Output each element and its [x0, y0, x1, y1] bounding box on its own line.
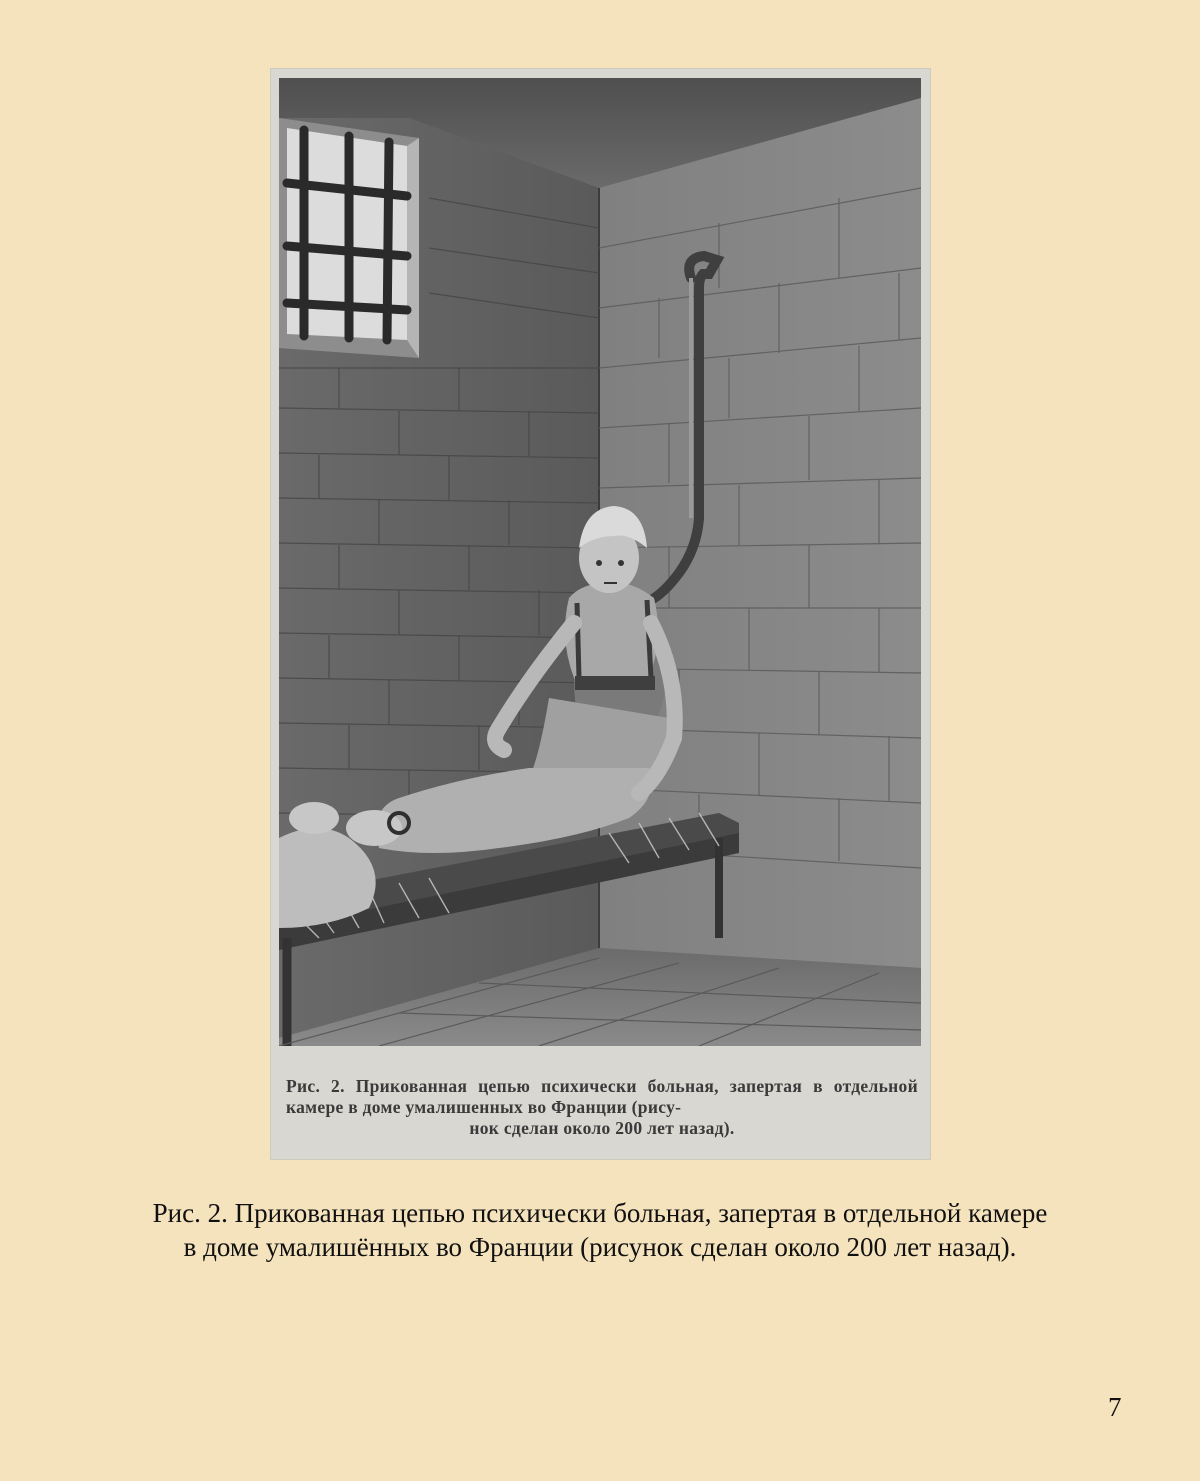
scan-caption — [286, 1076, 918, 1139]
scan-caption-line-1: Рис. 2. Прикованная цепью психически больная, запертая в — [286, 1076, 823, 1096]
scan-caption-line-3: нок сделан около 200 лет назад). — [469, 1118, 735, 1138]
figure-caption-line-1: Рис. 2. Прикованная цепью психически больная, запертая в отдельной камере — [152, 1198, 1048, 1228]
figure-caption — [100, 1196, 1100, 1264]
scan-caption-line-2: отдельной камере в доме умалишенных во Франции (рису- — [286, 1076, 918, 1117]
figure-scan — [270, 68, 931, 1160]
page-number: 7 — [1108, 1392, 1122, 1422]
figure-caption-line-2: в доме умалишённых во Франции (рисунок сделан около 200 лет назад). — [183, 1232, 1017, 1262]
barred-window — [279, 118, 419, 358]
engraving-illustration — [279, 78, 921, 1046]
